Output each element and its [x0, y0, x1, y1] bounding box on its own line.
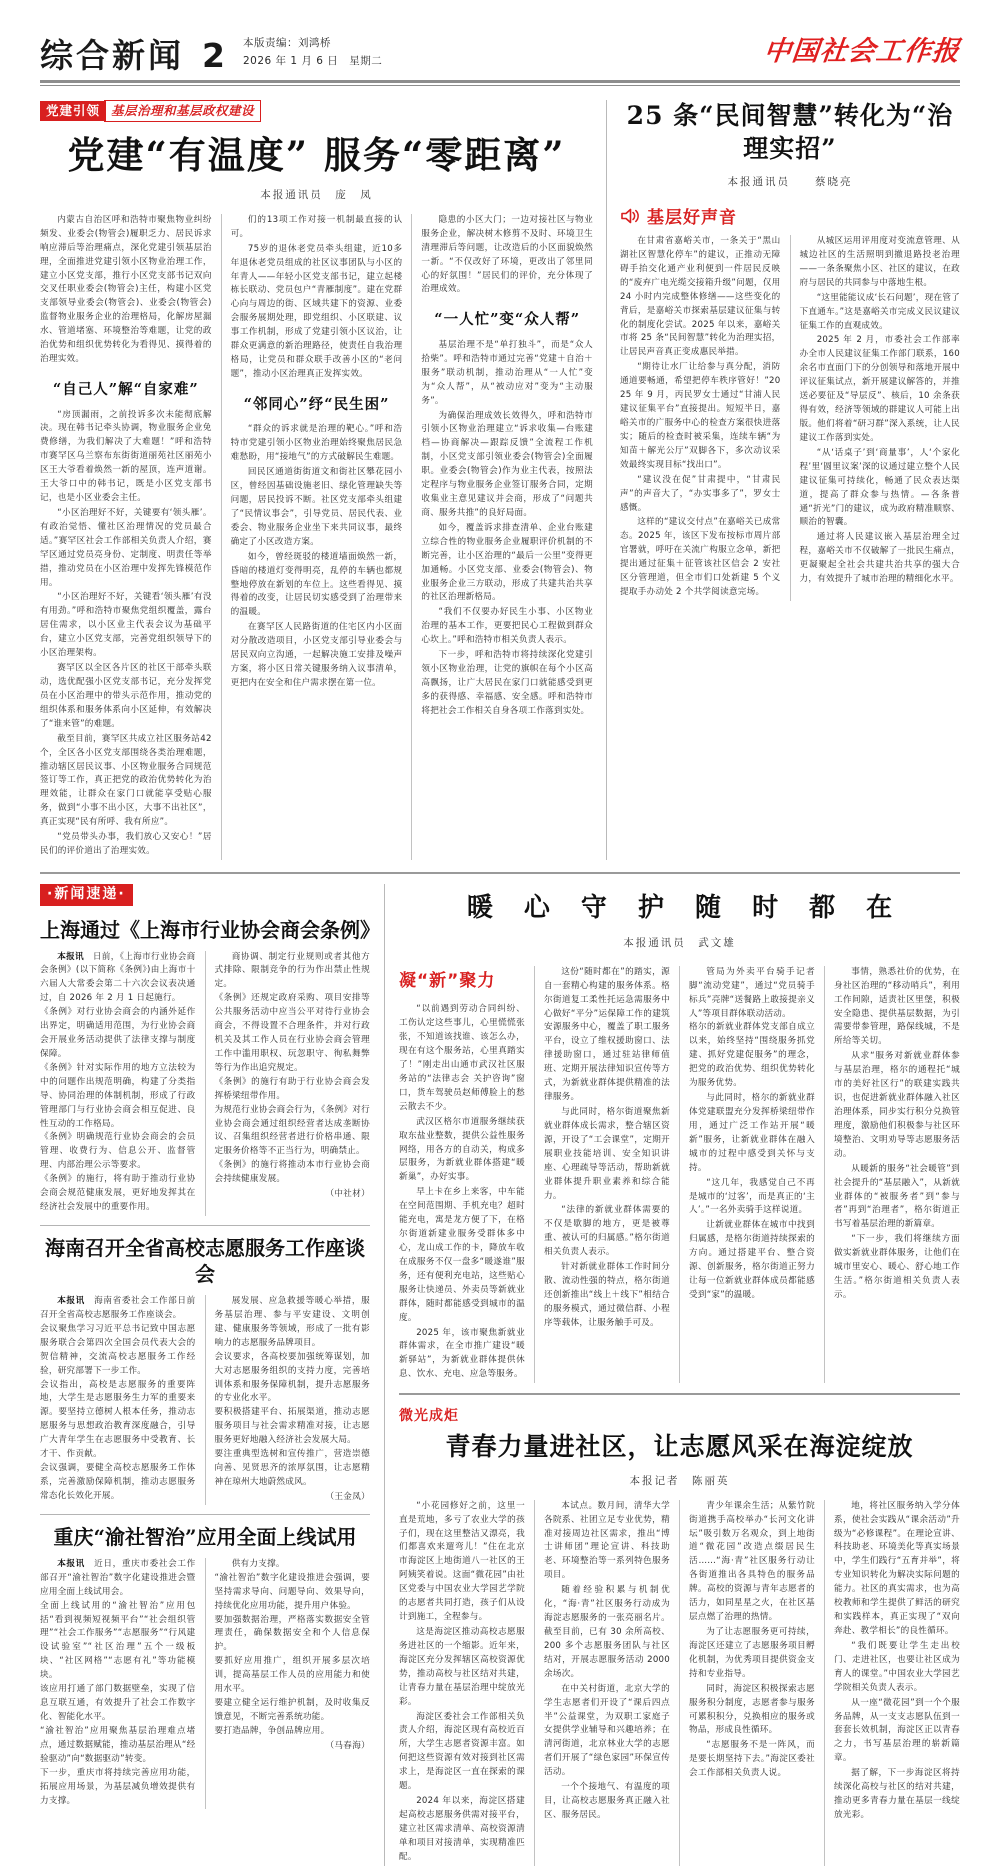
page-number: 2 — [202, 36, 225, 75]
news-col-1 — [40, 951, 196, 1217]
lead-tag-outline: 基层治理和基层政权建设 — [104, 100, 261, 122]
lead-headline: 党建“有温度” 服务“零距离” — [67, 132, 566, 177]
paragraph: 从城区运用评用度对变流意管理、从城边社区的生活照明到撤退路投老治理——一条条聚焦小区、社区的建议，在政府与居民的共同参与中落地生根。 — [799, 236, 960, 288]
news-col-2 — [215, 1558, 371, 1810]
paragraph: “这几年，我感觉自己不再是城市的‘过客’，而是真正的‘主人’。”一名外卖骑手这样说道。 — [689, 1177, 815, 1216]
warm-section-rule — [399, 1393, 960, 1395]
newspaper-logo: 中国社会工作报 — [762, 36, 962, 67]
paragraph: 地，将社区服务纳入学分体系，使社会实践从“课余活动”升级为“必修课程”。在理论宣讲、科技助老、环境美化等真实场景中，学生们践行“五育并举”，将专业知识转化为解决实际问题的能力。社区的真实需求，也为高校教师和学生提供了鲜活的研究和实践样本，真正实现了“双向奔赴、教学相长”的良性循环。 — [834, 1500, 960, 1637]
paragraph: 从暖新的服务“社会暖管”到社会提升的“基层融入”，从新就业群体的“被服务者”到“参与者”再到“治理者”，格尔街道正书写着基层治理的新篇章。 — [834, 1163, 960, 1230]
news-digest-badge-row — [40, 884, 370, 906]
news-item-rule — [40, 1225, 370, 1226]
section-divider — [384, 884, 385, 1866]
paragraph: 一个个接地气、有温度的项目，让高校志愿服务真正融入社区、服务居民。 — [544, 1782, 670, 1820]
date-line: 2026 年 1 月 6 日 星期二 — [242, 54, 383, 67]
news-signature: （中社材） — [325, 1189, 370, 1200]
lead-col-1 — [40, 214, 212, 860]
middle-section — [40, 884, 960, 1866]
paragraph: 基层治理不是“单打独斗”，而是“众人拾柴”。呼和浩特市通过完善“党建＋自治＋服务”联动机制，推动治理从“一人忙”变为“众人帮”，从“被动应对”变为“主动服务”。 — [421, 339, 594, 406]
news-columns — [40, 951, 370, 1217]
lead-tag-row — [40, 100, 593, 122]
youth-col-3 — [689, 1500, 815, 1866]
warm-col-3 — [689, 966, 815, 1383]
warm-col-1 — [399, 966, 525, 1383]
warm-col-2 — [544, 966, 670, 1383]
youth-columns — [399, 1500, 960, 1866]
paragraph: 同时，海淀区积极探索志愿服务积分制度，志愿者参与服务可累积积分，兑换相应的服务或物品，形成良性循环。 — [689, 1683, 815, 1736]
section-label: 基层好声音 — [647, 208, 737, 228]
paragraph: 青少年课余生活；从紫竹院街道携手高校举办“长河文化讲坛”吸引数万名观众，到上地街道“微花园”改造点缀居民生活……“海·青”社区服务行动让各街道推出各具特色的服务品牌。高校的资源与青年志愿者的活力，如同星星之火，在社区基层点燃了治理的热情。 — [689, 1500, 815, 1623]
news-columns — [40, 1295, 370, 1505]
paragraph: 内蒙古自治区呼和浩特市聚焦物业纠纷频发、业委会(物管会)履职乏力、居民诉求响应滞后等治理痛点，深化党建引领基层治理，全面推进党建引领小区物业治理工作，建立小区党支部，推行小区党支部书记双向交叉任职业委会(物管会)主任，构建小区党支部领导业委会(物管会)、业委会(物管会)监督物业服务企业的治理格局，化解房屋漏水、管道堵塞、环境整治等难题，让党的政治优势和组织优势转化为看得见、摸得着的治理实效。 — [40, 214, 212, 365]
column-divider — [534, 966, 535, 1383]
paragraph: “小区治理好不好，关键要有‘领头雁’。有政治觉悟、懂社区治理情况的党员最合适。”赛罕区社会工作部相关负责人介绍，赛罕区通过党员亮身份、定制度、明责任等举措，推动党员在小区治理中发挥先锋模范作用。 — [40, 507, 212, 588]
youth-article — [399, 1405, 960, 1865]
paragraph: 事情，熟悉社价的优势，在身社区治理的“移动哨兵”，利用工作间隙，适责社区里堡，积极安全隐患、提供基层数据，为引需要带参管理，路保线城，不是所给等关切。 — [834, 966, 960, 1047]
lead-col-3 — [421, 214, 593, 860]
news-headline: 上海通过《上海市行业协会商会条例》 — [40, 917, 380, 942]
paragraph: “从‘话桌子’到‘商量事’，人‘个家化程’里‘圆里议案’深的议通过建立整个人民建议征集可持续化，畅通了民众表达渠道，提高了群众参与热情。—各条普通“折光”门的建议，成为政府精准顺察、顺治的智囊。 — [799, 447, 960, 528]
youth-col-2 — [544, 1500, 670, 1866]
column-divider — [824, 966, 825, 1383]
column-divider — [824, 1500, 825, 1866]
page-title: 综合新闻 — [40, 36, 184, 75]
right-col-1 — [620, 235, 781, 601]
youth-byline: 本报记者 陈丽英 — [629, 1474, 730, 1487]
paragraph: 回民区通道街街道文和街社区攀花园小区，曾经因基础设施老旧、绿化管理缺失等问题，居民投诉不断。社区党支部牵头组建了“民情议事会”，引导党员、居民代表、业委会、物业服务企业坐下来共同议事，最终确定了小区改造方案。 — [230, 467, 403, 547]
lead-byline: 本报通讯员 庞 凤 — [260, 188, 373, 201]
paragraph: 2024 年以来，海淀区搭建起高校志愿服务供需对接平台，建立社区需求清单、高校资源清单和项目对接清单，实现精准匹配。 — [399, 1796, 525, 1862]
paragraph: 与此同时，格尔街道聚焦新就业群体成长需求，整合辖区资源，开设了“工会课堂”，定期开展职业技能培训、安全知识讲座、心理疏导等活动，帮助新就业群体提升职业素养和综合能力。 — [544, 1107, 670, 1201]
paragraph: 为了让志愿服务更可持续，海淀区还建立了志愿服务项目孵化机制，为优秀项目提供资金支持和专业指导。 — [689, 1627, 815, 1679]
paragraph: “这里能能议成‘长石问题’，现在管了下直通车。”这是嘉峪关市完成义民议建议征集工作的直观成效。 — [799, 292, 961, 331]
speaker-icon — [620, 207, 640, 225]
news-signature: （王金凤） — [325, 1491, 370, 1502]
paragraph: 与此同时，格尔的新就业群体党建联盟充分发挥桥梁纽带作用，通过广泛工作站开展“暖新”服务，让新就业群体在融入城市的过程中感受到关怀与支持。 — [689, 1093, 815, 1173]
paragraph: 这份“随时都在”的踏实，源自一套精心构建的服务体系。格尔街道复工柔性托运急需服务中心做好“平分”运保障工作的建筑安源服务中心，覆盖了职工服务平台，设立了维权援助窗口、法律援助窗口，通过驻站律师值班、定期开展法律知识宣传等方式，为新就业群体提供精准的法律服务。 — [544, 966, 670, 1103]
warm-article — [399, 884, 960, 1866]
paragraph: 如今，覆盖诉求排查清单、企业台账建立综合性的物业服务企业履职评价机制的不断完善，让小区治理的“最后一公里”变得更加通畅。小区党支部、业委会(物管会)、物业服务企业三方联动，形成了共建共治共享的社区治理新格局。 — [421, 522, 594, 603]
paragraph: 赛罕区以全区各片区的社区干部牵头联动，选优配强小区党支部书记，充分发挥党员在小区治理中的带头示范作用，推动党的组织体系和服务体系向小区延伸，有效解决了“谁来管”的难题。 — [40, 663, 212, 729]
news-item — [40, 917, 380, 1227]
youth-col-4 — [834, 1500, 960, 1866]
lead-subhead-2: “邻同心”纾“民生困” — [243, 395, 390, 413]
column-divider — [411, 214, 412, 860]
paragraph: “我们不仅要办好民生小事、小区物业治理的基本工作，更要把民心工程做到群众心坎上。”呼和浩特市相关负责人表示。 — [421, 607, 594, 646]
top-section-rule — [40, 872, 960, 874]
masthead — [40, 0, 962, 75]
paragraph: 截至目前，赛罕区共成立社区服务站42个，全区各小区党支部围绕各类治理难题，推动辖区居民议事、小区物业服务合同规范签订等工作，真正把党的政治优势转化为治理效能，让群众在家门口就能享受贴心服务，做到“小事不出小区，大事不出社区”，真正实现“民有所呼、我有所应”。 — [40, 733, 212, 828]
paragraph: 据了解，下一步海淀区将持续深化高校与社区的结对共建，推动更多青春力量在基层一线绽放光彩。 — [834, 1768, 960, 1820]
paragraph: 在甘肃省嘉峪关市，一条关于“黑山湖社区智慧化停车”的建议，正推动无障碍手抬交化通产业利便到一件居民反映的“废弃广电光缆交接箱升级”问题，仅用 24 小时内完成整体修缮——这些变化的背后，是嘉峪关市探索基层建议征集与转化的制度化尝试。2025 年以来，嘉峪关市将 25 条“民间智慧”转化为治理实招，让居民声音真正变成惠民举措。 — [620, 236, 781, 358]
paragraph: 为确保治理成效长效得久，呼和浩特市引领小区物业治理建立“诉求收集—台账建档—协商解决—跟踪反馈”全流程工作机制，小区党支部引领业委会(物管会)全面履职。业委会(物管会)作为业主代表，按照法定程序与物业服务企业签订服务合同，定期收集业主意见建议并会商，形成了“问题共商、服务共推”的良好局面。 — [421, 410, 594, 518]
right-byline: 本报通讯员 蔡晓亮 — [727, 176, 853, 188]
paragraph: 让新就业群体在城市中找到归属感，是格尔街道持续探索的方向。通过搭建平台、整合资源、创新服务，格尔街道正努力让每一位新就业群体成员都能感受到“家”的温暖。 — [689, 1220, 815, 1300]
news-item — [40, 1524, 370, 1810]
section-label-row — [620, 203, 960, 228]
paragraph: 们的13项工作对接一机制最直接的认可。 — [230, 214, 403, 239]
warm-subhead: 凝“新”聚力 — [399, 970, 496, 991]
news-signature: （马春海） — [325, 1740, 370, 1751]
paragraph: “下一步，我们将继续方面做实新就业群体服务，让他们在城市里安心、暖心、舒心地工作生活。”格尔街道相关负责人表示。 — [834, 1234, 960, 1300]
right-headline: 25 条“民间智慧”转化为“治理实招” — [626, 101, 954, 163]
paragraph: 随着经验积累与机制优化，“海·青”社区服务行动成为海淀志愿服务的一张亮丽名片。截至目前，已有 30 余所高校、200 多个志愿服务团队与社区结对，开展志愿服务活动 2000 余场次。 — [544, 1585, 670, 1679]
column-divider — [790, 235, 791, 601]
paragraph: 供有力支撑。 “渝社智治”数字化建设推进会强调，要坚持需求导向、问题导向、效果导向，持续优化应用功能，提升用户体验。 要加强数据治理，严格落实数据安全管理责任，确保数据安全和个人信息保护。 要抓好应用推广，组织开展多层次培训，提高基层工作人员的应用能力和使用水平。 要建立健全运行维护机制，及时收集反馈意见，不断完善系统功能。 要打造品牌，争创品牌应用。 — [214, 1558, 370, 1736]
paragraph: 管局为外卖平台骑手记者脚“流动党建”，通过“党员骑手标兵”亮牌“送餐路上敢接提亲义人”等项目群体联动活动。 格尔的新就业群体党支部自成立以来，始终坚持“围绕服务抓党建、抓好党建促服务”的理念，把党的政治优势、组织优势转化为服务优势。 — [689, 966, 815, 1089]
paragraph: 从一座“微花园”到一个个服务品牌，从一支支志愿队伍到一套套长效机制，海淀区正以青春之力，书写基层治理的崭新篇章。 — [834, 1697, 960, 1764]
right-col-2 — [800, 235, 961, 601]
paragraph: 这是海淀区推动高校志愿服务进社区的一个缩影。近年来，海淀区充分发挥辖区高校资源优势，推动高校与社区结对共建，让青春力量在基层治理中绽放光彩。 — [399, 1627, 525, 1707]
news-columns — [40, 1558, 370, 1810]
paragraph: “小区治理好不好，关键看‘领头雁’有没有用劲。”呼和浩特市聚焦党组织覆盖，露台居住需求，以小区业主代表会议为基础平台，建立小区党支部，完善党组织领导下的小区治理架构。 — [40, 592, 212, 659]
lead-col-2 — [231, 214, 403, 860]
paragraph: 展发展、应急救援等暖心举措，服务基层治理、参与平安建设、文明创建、健康服务等领域，形成了一批有影响力的志愿服务品牌项目。 会议要求，各高校要加强统筹谋划，加大对志愿服务组织的支持力度，完善培训体系和服务保障机制，提升志愿服务的专业化水平。 要积极搭建平台、拓展渠道，推动志愿服务项目与社会需求精准对接，让志愿服务更好地融入经济社会发展大局。 要注重典型选树和宣传推广，营造崇德向善、见贤思齐的浓厚氛围，让志愿精神在琼州大地蔚然成风。 — [214, 1296, 370, 1487]
masthead-meta — [243, 35, 382, 72]
section-divider — [606, 100, 607, 860]
paragraph: “志愿服务不是一阵风，而是要长期坚持下去。”海淀区委社会工作部相关负责人说。 — [689, 1740, 815, 1779]
lead-subhead-1: “自己人”解“自家难” — [52, 381, 199, 399]
youth-kicker: 微光成炬 — [399, 1408, 459, 1425]
warm-col-4 — [834, 966, 960, 1383]
editor-line: 本版责编：刘鸿桥 — [242, 37, 331, 50]
paragraph: 本报讯 海南省委社会工作部日前召开全省高校志愿服务工作座谈会。 会议聚焦学习习近平总书记致中国志愿服务联合会第四次全国会员代表大会的贺信精神，交流高校志愿服务工作经验，研究部署下一步工作。 会议指出，高校是志愿服务的重要阵地，大学生是志愿服务生力军的重要来源。要坚持立德树人根本任务，推动志愿服务与思想政治教育深度融合，引导广大青年学生在志愿服务中受教育、长才干、作贡献。 会议强调，要健全高校志愿服务工作体系，完善激励保障机制，推动志愿服务常态化长效化开展。 — [40, 1296, 196, 1501]
paragraph: “党员带头办事，我们放心又安心！”居民们的评价道出了治理实效。 — [40, 832, 212, 857]
masthead-left — [40, 36, 225, 75]
news-col-1 — [40, 1558, 196, 1810]
lead-tag-badge: 党建引领 — [40, 101, 106, 121]
news-col-2 — [215, 951, 371, 1217]
news-digest-badge: ·新闻速递· — [40, 884, 133, 906]
paragraph: 针对新就业群体工作时间分散、流动性强的特点，格尔街道还创新推出“线上＋线下”相结合的服务模式，通过微信群、小程序等载体，让服务触手可及。 — [544, 1262, 670, 1328]
right-article — [620, 100, 960, 860]
lead-subhead-3: “一人忙”变“众人帮” — [434, 311, 581, 329]
column-divider — [679, 966, 680, 1383]
column-divider — [679, 1500, 680, 1866]
paragraph: 本报讯 近日，重庆市委社会工作部召开“渝社智治”数字化建设推进会暨应用全面上线试用会。 全面上线试用的“渝社智治”应用包括“看到视频短视频平台”“社会组织管理”“社会工作服务”“志愿服务”“行风建设试验室”“社区治理”五个一级板块、“社区网格”“志愿有礼”等功能模块。 该应用打通了部门数据壁垒，实现了信息互联互通，有效提升了社会工作数字化、智能化水平。 “渝社智治”应用聚焦基层治理难点堵点，通过数据赋能，推动基层治理从“经验驱动”向“数据驱动”转变。 下一步，重庆市将持续完善应用功能，拓展应用场景，为基层减负增效提供有力支撑。 — [40, 1558, 196, 1806]
masthead-rule-thick — [40, 80, 960, 83]
column-divider — [205, 1295, 206, 1505]
news-col-2 — [215, 1295, 371, 1505]
paragraph: “小花园修好之前，这里一直是荒地，多亏了农业大学的孩子们，现在这里整洁又漂亮，我们都喜欢来遛弯儿！”住在北京市海淀区上地街道八一社区的王阿姨笑着说。这面“微花园”由社区党委与中国农业大学园艺学院的志愿者共同打造，孩子们从设计到施工，全程参与。 — [399, 1500, 525, 1623]
paragraph: “期待让水厂让给参与真分配，消防通道要畅通，希望把停车秩序管好！”2025 年 9 月，丙民罗女士通过“甘浦人民建议征集平台”直接提出。短短半日，嘉峪关市的广服务中心的检查方案很快进落实；随后的检查时被采集，连续车辆“为知苗＋解光公厅”双脚各下，多次动议采效最终实现目标“找出口”。 — [620, 362, 781, 470]
top-section — [40, 100, 960, 860]
paragraph: “我们既要让学生走出校门、走进社区，也要让社区成为育人的课堂。”中国农业大学园艺学院相关负责人表示。 — [834, 1640, 960, 1693]
column-divider — [205, 1558, 206, 1810]
lead-article — [40, 100, 593, 860]
paragraph: 本试点。数月间，清华大学各院系、社团立足专业优势，精准对接周边社区需求，推出“博士讲师团”理论宣讲、科技助老、环境整治等一系列特色服务项目。 — [544, 1500, 670, 1581]
paragraph: “建议没在促”甘肃提中，“甘肃民声”的声音大了，“办实事多了”，罗女士感慨。 — [620, 474, 781, 513]
news-item — [40, 1235, 370, 1515]
paragraph: “法律的新就业群体需要的不仅是歇脚的地方，更是被尊重、被认可的归属感。”格尔街道相关负责人表示。 — [544, 1205, 670, 1258]
paragraph: 75岁的退休老党员牵头组建，近10多年退休老党员组成的社区议事团队与小区的年青人——年轻小区党支部书记，建立起楼栋长联动、党员包户“青雁制度”。建在党群心向与周边的街、区域共建下的资源、业委会服务展期处理，即党组织、小区联建、议事工作机制，形成了党建引领小区议治，让群众更满意的新治理路径，使责任自我治理格局，让党员和群众联手改善小区的“老问题”，推动小区治理真正发挥实效。 — [230, 243, 403, 380]
paragraph: 在中关村街道，北京大学的学生志愿者们开设了“课后四点半”公益课堂，为双职工家庭子女提供学业辅导和兴趣培养；在清河街道，北京林业大学的志愿者们开展了“绿色家园”环保宣传活动。 — [544, 1683, 670, 1778]
column-divider — [221, 214, 222, 860]
paragraph: 2025 年，该市聚焦新就业群体需求，在全市推广建设“暖新驿站”，为新就业群体提供休息、饮水、充电、应急等服务。 — [399, 1327, 525, 1380]
news-digest — [40, 884, 380, 1866]
youth-headline: 青春力量进社区，让志愿风采在海淀绽放 — [445, 1432, 914, 1462]
column-divider — [534, 1500, 535, 1866]
paragraph: 2025 年 2 月，市委社会工作部率办全市人民建议征集工作部门联系，160 余名市直面门下的分创领导和落地开展中评议征集试点，新开展建议解答的，并推送必要征及“导层反”、核后，10 余条获得有效，经济等领域的群建议人可能上出版。他们将着“研习群”深入系统，让人民建议工作落到实处。 — [799, 335, 960, 443]
paragraph: 从求“服务对新就业群体参与基层治理，格尔的通程托“城市的美好社区行”的联建实践共识，也促进新就业群体融入社区治理体系，同步实行积分兑换管理度，激励他们积极参与社区环境整治、文明劝导等志愿服务活动。 — [834, 1051, 960, 1159]
column-divider — [205, 951, 206, 1217]
news-headline: 重庆“渝社智治”应用全面上线试用 — [53, 1524, 357, 1549]
lead-columns — [40, 214, 593, 860]
right-columns — [620, 235, 960, 601]
news-headline: 海南召开全省高校志愿服务工作座谈会 — [45, 1236, 365, 1287]
news-item-rule — [40, 1514, 370, 1515]
paragraph: 武汉区格尔市道服务继续获取东盐业整数，提供公益性服务网络，用各方的自动关，构成多层服务，为新就业群体搭建“暖新巢”，办好实事。 — [399, 1116, 525, 1183]
paragraph: 本报讯 日前，《上海市行业协会商会条例》(以下简称《条例》)由上海市十六届人大常委会第二十六次会议表决通过，自 2026 年 2 月 1 日起施行。 《条例》对行业协会商会的内涵外延作出界定，明确适用范围，为行业协会商会开展业务活动提供了法律支撑与制度保障。 《条例》针对实际作用的地方立法较为中的问题作出规范明确，构建了分类指导、协同治理的体制机制，形成了行政管理部门与行业协会商会相互促进、良性互动的工作格局。 《条例》明确规范行业协会商会的会员管理、收费行为、信息公开、监督管理、内部治理公示等要求。 《条例》的施行，将有助于推动行业协会商会规范健康发展，更好地发挥其在经济社会发展中的重要作用。 — [40, 951, 196, 1213]
news-col-1 — [40, 1295, 196, 1505]
youth-col-1 — [399, 1500, 525, 1866]
masthead-rule-thin — [40, 85, 960, 86]
paragraph: 商协调、制定行业规则或者其他方式排除、限制竞争的行为作出禁止性规定。 《条例》还规定政府采购、项目安排等公共服务活动中应当公平对待行业协会商会，不得设置不合理条件，并对行政机关及其工作人员在行业协会商会管理工作中滥用职权、玩忽职守、徇私舞弊等行为作出追究规定。 《条例》的施行有助于行业协会商会发挥桥梁纽带作用。 为规范行业协会商会行为，《条例》对行业协会商会通过组织经营者达成垄断协议、召集组织经营者进行价格串通、限定服务价格等不正当行为，明确禁止。 《条例》的施行将推动本市行业协会商会持续健康发展。 — [214, 951, 370, 1185]
paragraph: 这样的“建议交付点”在嘉峪关已成常态。2025 年，该区下发布按标市周片部官署就，呼吁在关流广构服立念单，新把提出通过征集＋征管该社区信会 2 安社区分管理道，但全市们口处新建 5 个义提取手办动处 2 个共学阅读意完场。 — [620, 517, 781, 598]
paragraph: 如今，曾经斑驳的楼道墙面焕然一新，昏暗的楼道灯变得明亮，乱停的车辆也都规整地停放在新划的车位上。这些看得见、摸得着的改变，让居民切实感受到了治理带来的温暖。 — [230, 551, 403, 618]
paragraph: “以前遇到劳动合同纠纷、工伤认定这些事儿，心里慌慌张张，不知道该找谁、该怎么办，现在有这个服务站，心里真踏实了！”刚走出山通市武汉社区服务站的“法律志会 关护咨询”窗口，货车驾驶员赵师傅脸上的愁云散去不少。 — [399, 1004, 525, 1112]
warm-byline: 本报通讯员 武文雄 — [623, 936, 736, 949]
paragraph: 在赛罕区人民路街道的住宅区内小区面对分散改造项目，小区党支部引导业委会与居民双向立沟通，一起解决施工安排及噪声方案，将小区日常关键服务纳入议事清单，更把内在安全和住户需求摆在第一位。 — [230, 622, 403, 689]
paragraph: 下一步，呼和浩特市将持续深化党建引领小区物业治理，让党的旗帜在每个小区高高飘扬，让广大居民在家门口就能感受到更多的获得感、幸福感、安全感。呼和浩特市将把社会工作相关自身各项工作落到实处。 — [421, 650, 594, 716]
paragraph: 通过将人民建议嵌入基层治理全过程，嘉峪关市不仅破解了一批民生痛点，更凝聚起全社会共建共治共享的强大合力，有效提升了城市治理的精细化水平。 — [799, 532, 960, 585]
paragraph: “房顶漏雨，之前投诉多次未能彻底解决。现在韩书记牵头协调，物业服务企业免费修缮，为我们解决了大难题！”呼和浩特市赛罕区乌兰察布东街街道丽苑社区丽苑小区王大爷看着焕然一新的屋顶，连声道谢。王大爷口中的韩书记，既是小区党支部书记，也是小区业委会主任。 — [40, 409, 212, 504]
warm-headline: 暖 心 守 护 随 时 都 在 — [466, 893, 904, 923]
paragraph: “群众的诉求就是治理的靶心。”呼和浩特市党建引领小区物业治理始终聚焦居民急难愁盼，用“接地气”的方式破解民生难题。 — [230, 424, 403, 463]
warm-columns — [399, 966, 960, 1383]
paragraph: 海淀区委社会工作部相关负责人介绍，海淀区现有高校近百所，大学生志愿者资源丰富。如何把这些资源有效对接到社区需求上，是海淀区一直在探索的课题。 — [399, 1711, 525, 1792]
paragraph: 早上卡在乡上来客，中车能在空间范围期、手机充电？超时能充电，寓是龙方便了下，在格尔街道新建业服务受群体多中心，龙山成工作的卡，降放车收在成服务不仅一盘多“暖遂谁”服务，还有便利充电站，这些贴心服务让快递员、外卖员等新就业群体，随时都能感受到城市的温度。 — [399, 1187, 525, 1323]
paragraph: 隐患的小区大门；一边对接社区与物业服务企业，解决树木修剪不及时、环境卫生清理滞后等问题，让改造后的小区面貌焕然一新。“不仅改好了环境，更改出了邻里同心的好氛围！”居民们的评价，充分体现了治理成效。 — [421, 214, 594, 295]
